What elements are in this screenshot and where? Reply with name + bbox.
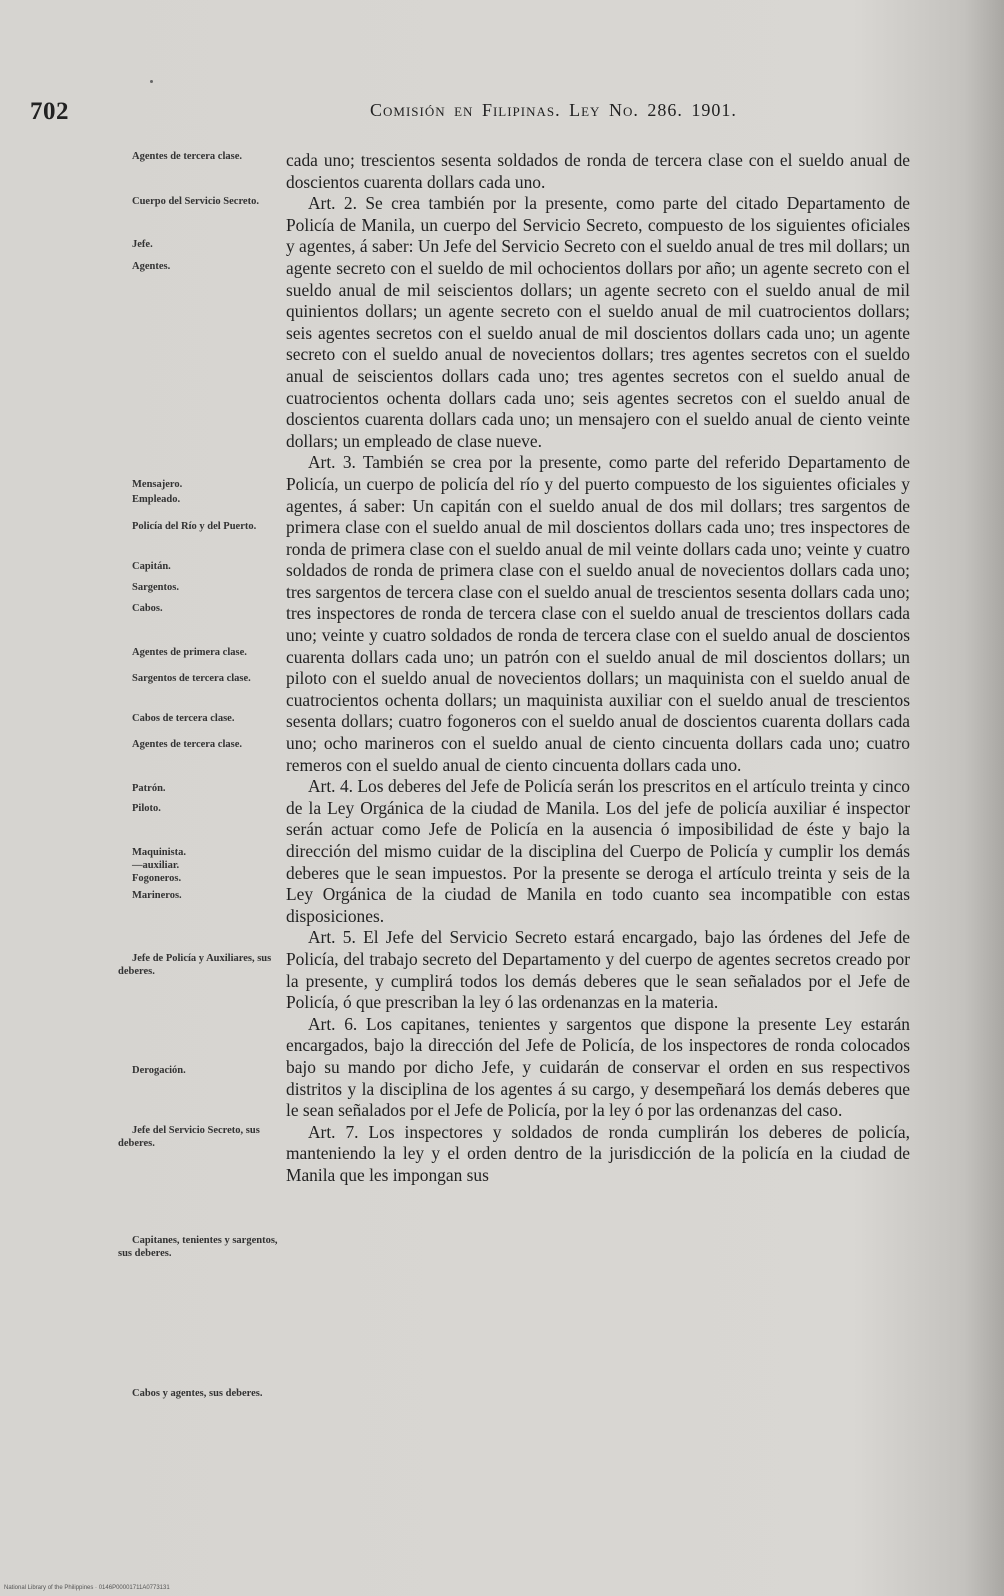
margin-note: Capitán. bbox=[132, 561, 171, 572]
margin-note: Fogoneros. bbox=[132, 873, 182, 884]
margin-note: Maquinista. bbox=[132, 847, 186, 858]
paragraph-art-5: Art. 5. El Jefe del Servicio Secreto estará encargado, bajo las órdenes del Jefe de Policía, del trabajo secreto del Departamento y del cuerpo de agentes secretos creado por la presente, y cumplirá todos los demás deberes que le sean señalados por el Jefe de Policía, ó que prescriban la ley ó las ordenanzas en la materia. bbox=[286, 927, 910, 1013]
margin-note: Jefe. bbox=[132, 239, 153, 250]
running-head: Comisión en Filipinas. Ley No. 286. 1901. bbox=[370, 100, 737, 120]
scan-credit: National Library of the Philippines · 0146P00001711A0773131 bbox=[4, 1585, 170, 1591]
body-text bbox=[286, 150, 910, 1187]
margin-note: Mensajero. bbox=[132, 479, 183, 490]
margin-note: Cabos y agentes, sus deberes. bbox=[132, 1388, 263, 1399]
margin-note: Patrón. bbox=[132, 783, 166, 794]
scan-speck bbox=[150, 80, 153, 83]
margin-note: —auxiliar. bbox=[132, 860, 180, 871]
margin-note: Jefe de Policía y Auxiliares, sus deberes. bbox=[118, 953, 272, 977]
paragraph-art-7: Art. 7. Los inspectores y soldados de ronda cumplirán los deberes de policía, manteniendo la ley y el orden dentro de la jurisdicción de la policía en la ciudad de Manila que les impongan sus bbox=[286, 1121, 910, 1185]
margin-note: Cabos de tercera clase. bbox=[132, 713, 235, 724]
page-number: 702 bbox=[30, 98, 69, 125]
margin-note: Piloto. bbox=[132, 803, 161, 814]
margin-note: Sargentos de tercera clase. bbox=[132, 673, 251, 684]
paragraph-art-6: Art. 6. Los capitanes, tenientes y sargentos que dispone la presente Ley estarán encargados, bajo la dirección del Jefe de Policía, de los inspectores de ronda colocados bajo su mando por dicho Jefe, y cuidarán de conservar el orden en sus respectivos distritos y la disciplina de los agentes á su cargo, y desempeñará los demás deberes que le sean señalados por el Jefe de Policía, por la ley ó por las ordenanzas del caso. bbox=[286, 1013, 910, 1121]
margin-note: Agentes de primera clase. bbox=[132, 647, 247, 658]
paragraph-art-4: Art. 4. Los deberes del Jefe de Policía serán los prescritos en el artículo treinta y cinco de la Ley Orgánica de la ciudad de Manila. Los del jefe de policía auxiliar é inspector serán actuar como Jefe de Policía en la ausencia ó imposibilidad de éste y bajo la dirección del mismo cuidar de la disciplina del Cuerpo de Policía y cumplir los demás deberes que le sean impuestos. Por la presente se deroga el artículo treinta y seis de la Ley Orgánica de la ciudad de Manila en todo cuanto sea incompatible con estas disposiciones. bbox=[286, 776, 910, 926]
margin-note: Cabos. bbox=[132, 603, 163, 614]
margin-note: Agentes de tercera clase. bbox=[132, 151, 243, 162]
margin-note: Marineros. bbox=[132, 890, 182, 901]
paragraph-art-2: Art. 2. Se crea también por la presente, como parte del citado Departamento de Policía de Manila, un cuerpo del Servicio Secreto, compuesto de los siguientes oficiales y agentes, á saber: Un Jefe del Servicio Secreto con el sueldo anual de tres mil dollars; un agente secreto con el sueldo de mil ochocientos dollars por año; un agente secreto con el sueldo anual de mil seiscientos dollars; un agente secreto con el sueldo anual de mil quinientos dollars; un agente secreto con el sueldo anual de mil cuatrocientos dollars; seis agentes secretos con el sueldo anual de mil doscientos dollars cada uno; un agente secreto con el sueldo anual de novecientos dollars; tres agentes secretos con el sueldo anual de seiscientos dollars cada uno; tres agentes secretos con el sueldo anual de cuatrocientos ochenta dollars cada uno; seis agentes secretos con el sueldo anual de doscientos cuarenta dollars cada uno; un mensajero con el sueldo anual de ciento veinte dollars; un empleado de clase nueve. bbox=[286, 193, 910, 451]
margin-note: Capitanes, tenientes y sargentos, sus deberes. bbox=[118, 1235, 278, 1259]
paragraph-art-3: Art. 3. También se crea por la presente, como parte del referido Departamento de Policía, un cuerpo de policía del río y del puerto compuesto de los siguientes oficiales y agentes, á saber: Un capitán con el sueldo anual de dos mil dollars; tres sargentos de primera clase con el sueldo anual de mil doscientos dollars cada uno; tres inspectores de ronda de primera clase con el sueldo anual de mil veinte dollars cada uno; veinte y cuatro soldados de ronda de primera clase con el sueldo anual de novecientos dollars cada uno; tres sargentos de tercera clase con el sueldo anual de trescientos sesenta dollars cada uno; tres inspectores de ronda de tercera clase con el sueldo anual de trescientos dollars cada uno; veinte y cuatro soldados de ronda de tercera clase con el sueldo anual de doscientos cuarenta dollars cada uno; un patrón con el sueldo anual de mil doscientos dollars; un piloto con el sueldo anual de novecientos dollars; un maquinista con el sueldo anual de cuatrocientos ochenta dollars; un maquinista auxiliar con el sueldo anual de trescientos sesenta dollars; cuatro fogoneros con el sueldo anual de doscientos cuarenta dollars cada uno; ocho marineros con el sueldo anual de ciento cincuenta dollars cada uno; cuatro remeros con el sueldo anual de ciento cincuenta dollars cada uno. bbox=[286, 452, 910, 775]
margin-note: Agentes. bbox=[132, 261, 171, 272]
margin-note: Policía del Río y del Puerto. bbox=[132, 521, 257, 532]
margin-note: Cuerpo del Servicio Secreto. bbox=[132, 196, 259, 207]
margin-note: Agentes de tercera clase. bbox=[132, 739, 243, 750]
margin-note: Empleado. bbox=[132, 494, 181, 505]
margin-note: Derogación. bbox=[132, 1065, 186, 1076]
page-header bbox=[0, 98, 1004, 138]
paragraph: cada uno; trescientos sesenta soldados de ronda de tercera clase con el sueldo anual de doscientos cuarenta dollars cada uno. bbox=[286, 150, 910, 192]
margin-note: Sargentos. bbox=[132, 582, 179, 593]
margin-note: Jefe del Servicio Secreto, sus deberes. bbox=[118, 1125, 260, 1149]
